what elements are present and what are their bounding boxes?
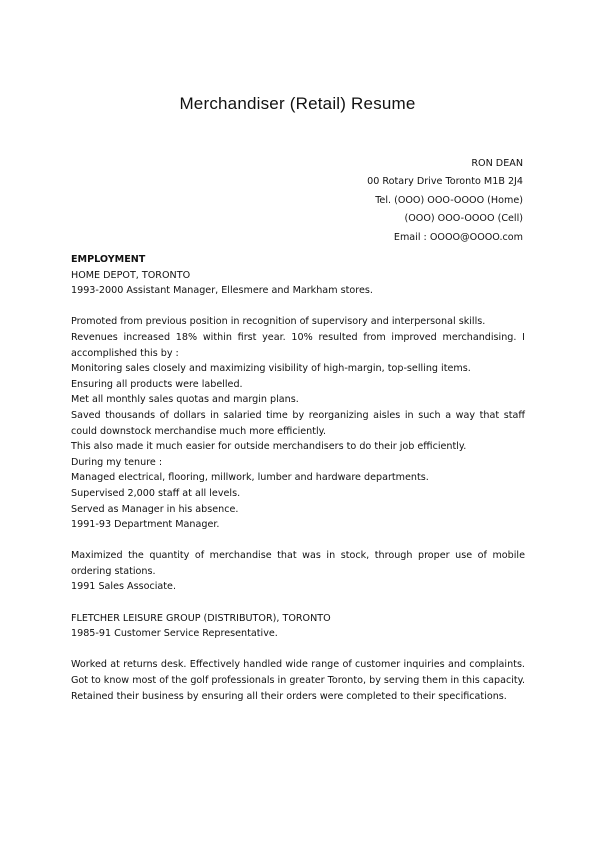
resume-paragraph: Supervised 2,000 staff at all levels. [71,487,241,499]
spacer [71,533,525,549]
spacer [71,642,525,658]
resume-paragraph: Maximized the quantity of merchandise that was in stock, through proper use of mobile ordering stations. [71,550,525,577]
spacer [71,595,525,611]
contact-address: 00 Rotary Drive Toronto M1B 2J4 [367,176,523,188]
resume-paragraph: 1991 Sales Associate. [71,581,177,593]
section-heading: EMPLOYMENT [71,254,146,265]
resume-paragraph: Managed electrical, flooring, millwork, lumber and hardware departments. [71,472,429,484]
resume-paragraph: Promoted from previous position in recognition of supervisory and interpersonal skills. [71,316,486,328]
job-role: 1993-2000 Assistant Manager, Ellesmere and Markham stores. [71,285,373,297]
resume-paragraph: Saved thousands of dollars in salaried time by reorganizing aisles in such a way that staff could downstock merchandise much more efficiently. [71,409,525,437]
employer-name: HOME DEPOT, TORONTO [71,269,191,281]
spacer [71,299,525,315]
contact-email: Email : OOOO@OOOO.com [393,231,523,243]
contact-phone-home: Tel. (OOO) OOO-OOOO (Home) [375,194,523,206]
resume-paragraph: Served as Manager in his absence. [71,503,239,515]
resume-paragraph: Worked at returns desk. Effectively handled wide range of customer inquiries and complaints. Got to know most of the golf professionals in greater Toronto, by serving them in this capacity. Retained their business by ensuring all their orders were completed to their specifications. [71,659,526,702]
employer-name: FLETCHER LEISURE GROUP (DISTRIBUTOR), TORONTO [71,612,331,624]
resume-paragraph: Revenues increased 18% within first year. 10% resulted from improved merchandising. I accomplished this by : [71,331,525,359]
contact-block [367,155,523,247]
resume-paragraph: Ensuring all products were labelled. [71,378,243,390]
document-title: Merchandiser (Retail) Resume [179,94,416,113]
contact-name: RON DEAN [471,158,523,169]
job-role: 1985-91 Customer Service Representative. [71,628,278,640]
resume-paragraph: During my tenure : [71,456,163,468]
resume-paragraph: This also made it much easier for outside merchandisers to do their job efficiently. [71,441,467,453]
resume-paragraph: Met all monthly sales quotas and margin plans. [71,394,299,406]
employment-section [71,252,525,704]
contact-phone-cell: (OOO) OOO-OOOO (Cell) [404,213,523,225]
resume-paragraph: 1991-93 Department Manager. [71,519,220,531]
resume-paragraph: Monitoring sales closely and maximizing visibility of high-margin, top-selling items. [71,363,471,375]
